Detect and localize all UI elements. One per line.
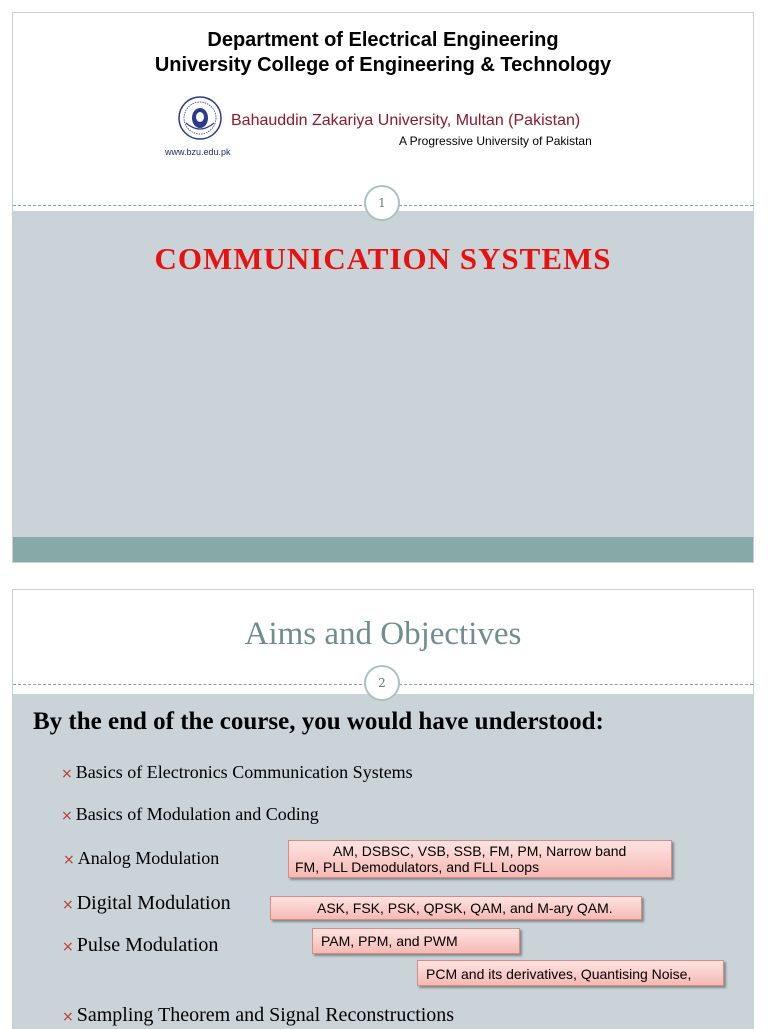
bullet-text: Analog Modulation [77, 848, 220, 868]
bullet-x-icon: × [62, 1009, 74, 1025]
bullet-x-icon: × [63, 852, 75, 868]
bullet-text: Basics of Electronics Communication Systems [75, 762, 413, 782]
bullet-text: Basics of Modulation and Coding [75, 804, 319, 824]
callout-line: AM, DSBSC, VSB, SSB, FM, PM, Narrow band [333, 843, 627, 859]
bullet-pulse-modulation [62, 934, 218, 957]
university-website: www.bzu.edu.pk [165, 147, 231, 157]
slide-1 [12, 12, 754, 563]
slide-1-body [13, 211, 753, 537]
slide-1-header [13, 13, 753, 209]
bullet-digital-modulation [62, 892, 231, 915]
bullet-analog-modulation [63, 848, 219, 869]
callout-pulse-details: PAM, PPM, and PWM [312, 928, 520, 954]
lead-statement: By the end of the course, you would have understood: [33, 708, 604, 735]
bullet-text: Digital Modulation [76, 892, 231, 914]
college-name: University College of Engineering & Technology [154, 54, 612, 76]
university-name: Bahauddin Zakariya University, Multan (Pakistan) [231, 112, 581, 129]
bullet-text: Pulse Modulation [76, 934, 219, 956]
slide-number-badge: 1 [364, 185, 400, 221]
bullet-electronics-basics [61, 762, 413, 783]
university-tagline: A Progressive University of Pakistan [399, 134, 592, 148]
slide-1-footer-band [13, 537, 753, 563]
university-seal-icon [177, 95, 223, 141]
bullet-x-icon: × [62, 939, 74, 955]
callout-pcm-details: PCM and its derivatives, Quantising Noise, [417, 960, 724, 986]
callout-analog-details [288, 840, 672, 878]
slide-2-body [13, 694, 753, 1029]
bullet-x-icon: × [62, 897, 74, 913]
department-name: Department of Electrical Engineering [207, 29, 559, 51]
slide-number-badge: 2 [364, 665, 400, 701]
course-title: COMMUNICATION SYSTEMS [154, 241, 612, 276]
bullet-x-icon: × [61, 808, 73, 824]
callout-digital-details: ASK, FSK, PSK, QPSK, QAM, and M-ary QAM. [270, 896, 642, 920]
slide-2 [12, 589, 754, 1029]
bullet-x-icon: × [61, 766, 73, 782]
bullet-text: Sampling Theorem and Signal Reconstructions [76, 1004, 455, 1026]
bullet-modulation-coding [61, 804, 319, 825]
slide-title: Aims and Objectives [244, 616, 522, 652]
callout-line: FM, PLL Demodulators, and FLL Loops [295, 859, 540, 875]
